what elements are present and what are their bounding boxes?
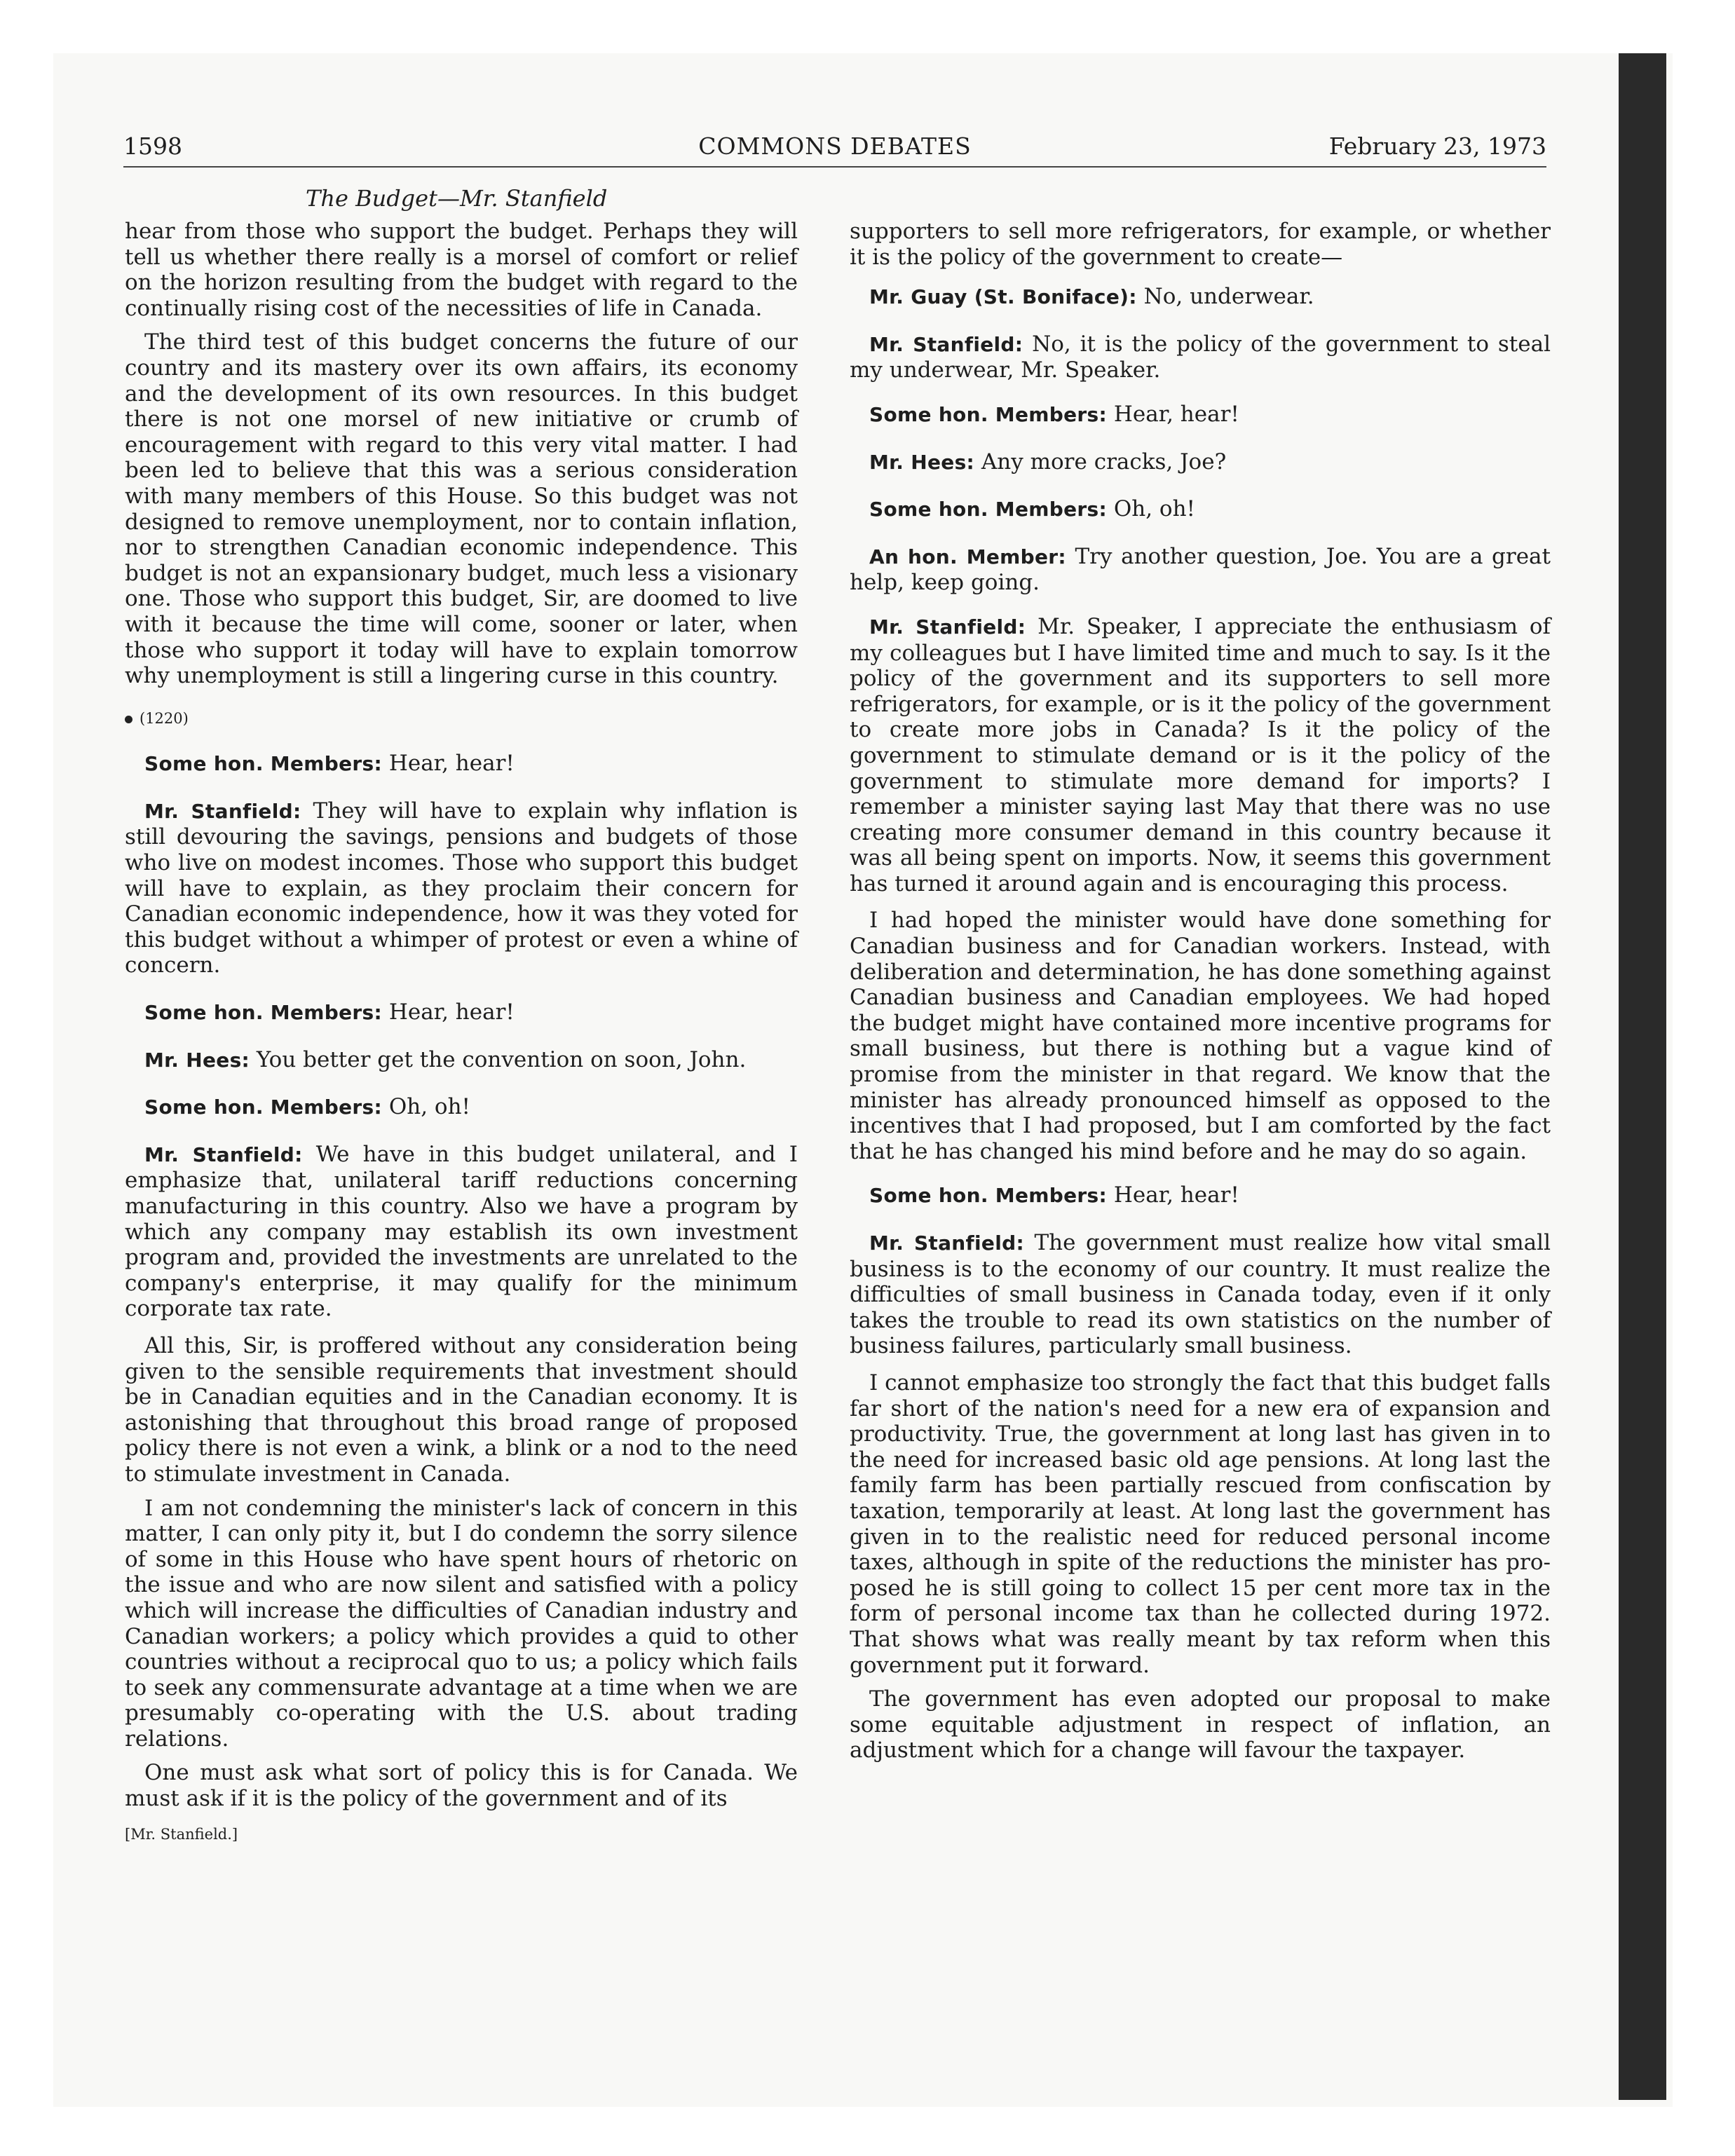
page-number: 1598 bbox=[123, 132, 182, 160]
speech bbox=[850, 1230, 1551, 1359]
speaker-name: Some hon. Members: bbox=[869, 498, 1107, 521]
speech bbox=[125, 1047, 798, 1074]
speech bbox=[850, 449, 1551, 476]
speaker-name: Some hon. Members: bbox=[144, 752, 382, 776]
speech bbox=[850, 332, 1551, 383]
running-head: The Budget—Mr. Stanfield bbox=[306, 185, 608, 212]
speech bbox=[125, 999, 798, 1026]
speech bbox=[125, 751, 798, 777]
paragraph: All this, Sir, is proffered without any consideration being given to the sensible requirements that investment should be in Canadian equities and in the Canadian economy. It is astonishing that throughout this broad range of proposed policy there is not even a wink, a blink or a nod to the need to stimulate investment in Canada. bbox=[125, 1332, 798, 1487]
speech-text: We have in this budget unilateral, and I emphasize that, unilateral tariff reductions concerning manufacturing in this country. Also we have a program by which any company may establish its own investment program and, provided the investments are unrelated to the company's enterprise, it may qualify for the minimum corporate tax rate. bbox=[125, 1141, 798, 1322]
speech bbox=[850, 614, 1551, 897]
speech-text: Hear, hear! bbox=[1113, 1182, 1239, 1208]
speech-text: They will have to explain why inflation is still devouring the savings, pensions and budgets of those who live on modest incomes. Those who support this budget will have to explain, as they proclaim their concern for Canadian economic independence, how it was they voted for this budget without a whimper of protest or even a whine of concern. bbox=[125, 798, 798, 978]
speech-text: Oh, oh! bbox=[1113, 496, 1195, 522]
publication-date: February 23, 1973 bbox=[1328, 132, 1546, 160]
speaker-name: Mr. Hees: bbox=[869, 450, 975, 474]
speaker-name: Mr. Stanfield: bbox=[869, 615, 1026, 639]
paragraph: I cannot emphasize too strongly the fact that this budget falls far short of the nation's need for a new era of expansion and productivity. True, the government at long last has given in to the need for increased basic old age pensions. At long last the family farm has been partially rescued from confiscation by taxation, temporarily at least. At long last the government has given in to the realistic need for reduced personal income taxes, although in spite of the reductions the minister has proposed he is still going to collect 15 per cent more tax in the form of personal income tax than he collected during 1972. That shows what was really meant by tax reform when this government put it forward. bbox=[850, 1370, 1551, 1678]
speech-text: You better get the convention on soon, John. bbox=[256, 1046, 747, 1072]
speech bbox=[850, 284, 1551, 311]
speech-text: Mr. Speaker, I appreciate the enthusiasm of my colleagues but I have limited time and much to say. Is it the policy of the government and its supporters to sell more refrigerators, for example, or is it the policy of the government to create more jobs in Canada? Is it the policy of the government to stimulate demand or is it the policy of the government to stimulate more demand for imports? I remember a minister saying last May that there was no use creating more consumer demand in this country because it was all being spent on imports. Now, it seems this government has turned it around again and is encouraging this process. bbox=[850, 613, 1551, 896]
paragraph: hear from those who support the budget. Perhaps they will tell us whether there really is a morsel of comfort or relief on the horizon resulting from the budget with regard to the continually rising cost of the necessities of life in Canada. bbox=[125, 219, 798, 321]
bullet-icon bbox=[125, 716, 132, 723]
speech bbox=[125, 1094, 798, 1121]
speech-text: Hear, hear! bbox=[388, 751, 515, 777]
speech bbox=[850, 544, 1551, 596]
speech bbox=[125, 798, 798, 978]
right-column bbox=[850, 219, 1551, 1772]
paragraph: supporters to sell more refrigerators, for example, or whether it is the policy of the government to create— bbox=[850, 219, 1551, 270]
speech bbox=[125, 1142, 798, 1322]
speaker-name: Some hon. Members: bbox=[144, 1001, 382, 1025]
speech bbox=[850, 1182, 1551, 1209]
speech bbox=[850, 402, 1551, 428]
speech-text: Hear, hear! bbox=[388, 999, 515, 1025]
paragraph: The third test of this budget concerns the future of our country and its mastery over its own affairs, its economy and the development of its own resources. In this budget there is not one morsel of new initiative or crumb of encouragement with regard to this very vital matter. I had been led to believe that this was a serious consideration with many members of this House. So this budget was not designed to remove unemployment, nor to contain inflation, nor to strengthen Canadian economic independence. This budget is not an expansionary budget, much less a visionary one. Those who support this budget, Sir, are doomed to live with it because the time will come, sooner or later, when those who support it today will have to explain tomorrow why unemployment is still a lingering curse in this country. bbox=[125, 329, 798, 689]
speaker-name: Some hon. Members: bbox=[869, 1184, 1107, 1208]
speaker-name: Mr. Stanfield: bbox=[869, 332, 1023, 356]
speech-text: No, it is the policy of the government to steal my underwear, Mr. Speaker. bbox=[850, 331, 1551, 383]
timestamp bbox=[125, 706, 798, 732]
publication-title: COMMONS DEBATES bbox=[698, 132, 972, 160]
speaker-name: Mr. Stanfield: bbox=[869, 1231, 1024, 1255]
speech bbox=[850, 496, 1551, 523]
speaker-name: Some hon. Members: bbox=[144, 1096, 382, 1119]
left-column bbox=[125, 219, 798, 1855]
paragraph: The government has even adopted our proposal to make some equitable adjustment in respect of inflation, an adjustment which for a change will favour the taxpayer. bbox=[850, 1686, 1551, 1763]
speech-text: Try another question, Joe. You are a great help, keep going. bbox=[850, 543, 1551, 596]
paragraph: One must ask what sort of policy this is for Canada. We must ask if it is the policy of the government and of its bbox=[125, 1760, 798, 1812]
speaker-name: Some hon. Members: bbox=[869, 402, 1107, 426]
paragraph: I am not condemning the minister's lack of concern in this matter, I can only pity it, but I do condemn the sorry silence of some in this House who have spent hours of rhetoric on the issue and who are now silent and satisfied with a policy which will increase the difficulties of Canadian industry and Canadian workers; a policy which provides a quid to other countries without a reciprocal quo to us; a policy which fails to seek any commensurate advantage at a time when we are presumably co-operating with the U.S. about trading relations. bbox=[125, 1495, 798, 1752]
speaker-name: Mr. Hees: bbox=[144, 1048, 250, 1072]
scan-edge bbox=[1619, 53, 1666, 2100]
speech-text: Hear, hear! bbox=[1113, 401, 1239, 427]
speech-text: No, underwear. bbox=[1143, 284, 1314, 310]
speech-text: Oh, oh! bbox=[388, 1094, 470, 1120]
timestamp-text: (1220) bbox=[140, 709, 189, 727]
paragraph: I had hoped the minister would have done something for Canadian business and for Canadian workers. Instead, with deliberation and determination, he has done something against Canadian business and Canadian employees. We had hoped the budget might have contained more incentive programs for small business, but there is nothing but a vague kind of promise from the minister in that regard. We know that the minister has already pronounced himself as opposed to the incentives that I had proposed, but I am comforted by the fact that he has changed his mind before and he may do so again. bbox=[850, 908, 1551, 1164]
speaker-footer: [Mr. Stanfield.] bbox=[125, 1825, 238, 1843]
page-header bbox=[123, 130, 1546, 168]
speaker-name: Mr. Stanfield: bbox=[144, 1142, 303, 1166]
speaker-name: Mr. Guay (St. Boniface): bbox=[869, 285, 1137, 309]
speaker-name: An hon. Member: bbox=[869, 545, 1066, 568]
speech-text: Any more cracks, Joe? bbox=[981, 449, 1227, 475]
speaker-name: Mr. Stanfield: bbox=[144, 799, 301, 823]
speech-text: The government must realize how vital small business is to the economy of our country. It must realize the difficulties of small business in Canada today, even if it only takes the trouble to read its own statistics on the number of business failures, particularly small business. bbox=[850, 1230, 1551, 1359]
